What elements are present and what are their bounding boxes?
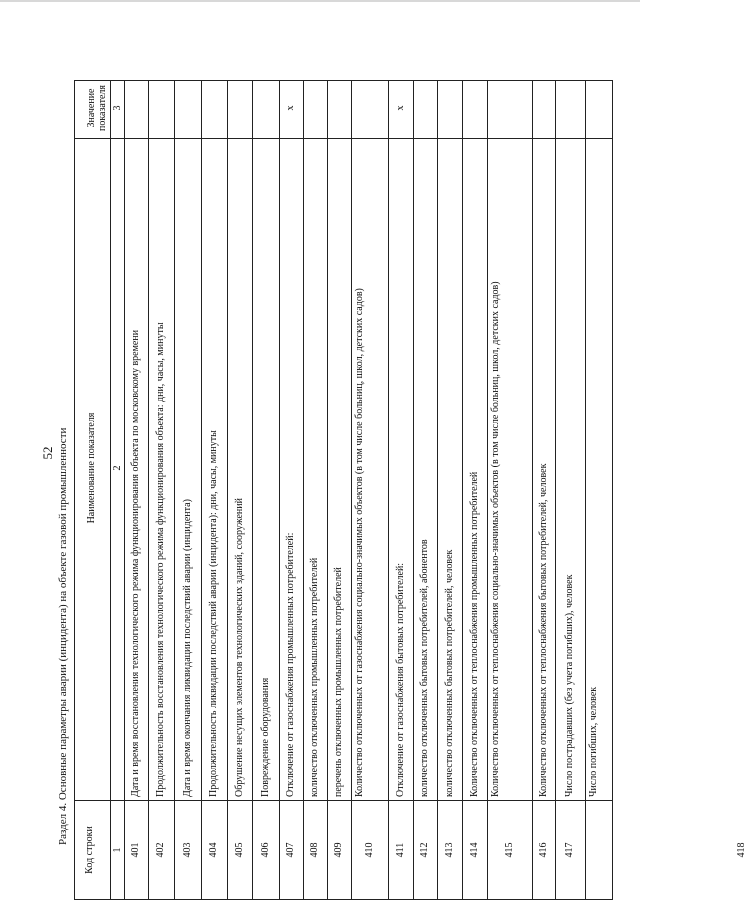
row-divider [413, 80, 414, 900]
row-name: Дата и время окончания ликвидации последствий аварии (инцидента) [182, 499, 193, 797]
section-title: Раздел 4. Основные параметры аварии (инцидента) на объекте газовой промышленности [57, 427, 69, 845]
row-name: перечень отключенных промышленных потребителей [333, 567, 344, 797]
row-divider [487, 80, 488, 900]
row-divider [351, 80, 352, 900]
row-code: 410 [364, 842, 375, 858]
row-name: количество отключенных промышленных потребителей [309, 557, 320, 797]
row-name: Отключение от газоснабжения бытовых потребителей: [395, 562, 406, 797]
row-divider [437, 80, 438, 900]
table-border-right [612, 80, 613, 900]
row-code: 412 [419, 842, 430, 858]
column-number-divider [124, 80, 125, 900]
scan-edge [0, 0, 640, 2]
row-name: Повреждение оборудования [260, 677, 271, 797]
row-divider [555, 80, 556, 900]
row-name: Количество отключенных от теплоснабжения социально-значимых объектов (в том числе больниц, школ, детских садов) [490, 281, 501, 797]
row-code: 409 [333, 842, 344, 858]
header-code: Код строки [84, 826, 95, 874]
row-divider [174, 80, 175, 900]
row-name: Продолжительность восстановления технологического режима функционирования объекта: дни, часы, минуты [155, 322, 166, 797]
row-value: x [285, 105, 296, 111]
row-name: Отключение от газоснабжения промышленных потребителей: [285, 532, 296, 797]
page-number: 52 [40, 446, 55, 460]
row-code: 411 [395, 842, 406, 858]
row-divider [532, 80, 533, 900]
row-code: 404 [208, 842, 219, 858]
row-divider [585, 80, 586, 900]
row-code: 414 [469, 842, 480, 858]
row-code: 406 [260, 842, 271, 858]
row-name: Обрушение несущих элементов технологических зданий, сооружений [234, 498, 245, 797]
row-code: 408 [309, 842, 320, 858]
row-divider [462, 80, 463, 900]
header-divider [110, 80, 111, 900]
row-code: 415 [504, 842, 515, 858]
row-code: 405 [234, 842, 245, 858]
header-value: Значение показателя [86, 84, 108, 132]
table-border-left [74, 80, 75, 900]
row-value: x [395, 105, 406, 111]
row-code: 413 [444, 842, 455, 858]
column-number-code: 1 [112, 847, 123, 853]
row-name: Количество отключенных от газоснабжения социально-значимых объектов (в том числе больниц, школ, детских садов) [354, 288, 365, 797]
column-number-name: 2 [112, 465, 123, 471]
row-divider [252, 80, 253, 900]
row-name: Число погибших, человек [588, 686, 599, 797]
row-code: 402 [155, 842, 166, 858]
row-divider [327, 80, 328, 900]
row-divider [279, 80, 280, 900]
column-number-value: 3 [112, 105, 123, 111]
row-code: 418 [736, 842, 747, 858]
row-code: 416 [538, 842, 549, 858]
header-name: Наименование показателя [86, 412, 97, 524]
row-name: Количество отключенных от теплоснабжения бытовых потребителей, человек [538, 463, 549, 797]
row-name: Дата и время восстановления технологического режима функционирования объекта по московскому времени [130, 329, 141, 797]
row-divider [388, 80, 389, 900]
row-name: Число пострадавших (без учета погибших), человек [564, 574, 575, 797]
row-divider [201, 80, 202, 900]
row-name: количество отключенных бытовых потребителей, абонентов [419, 539, 430, 797]
row-divider [148, 80, 149, 900]
row-name: Количество отключенных от теплоснабжения промышленных потребителей [469, 471, 480, 797]
row-divider [303, 80, 304, 900]
row-code: 403 [182, 842, 193, 858]
row-code: 407 [285, 842, 296, 858]
row-name: количество отключенных бытовых потребителей, человек [444, 549, 455, 797]
row-name: Продолжительность ликвидации последствий аварии (инцидента): дни, часы, минуты [208, 430, 219, 797]
row-divider [227, 80, 228, 900]
row-code: 417 [564, 842, 575, 858]
row-code: 401 [130, 842, 141, 858]
